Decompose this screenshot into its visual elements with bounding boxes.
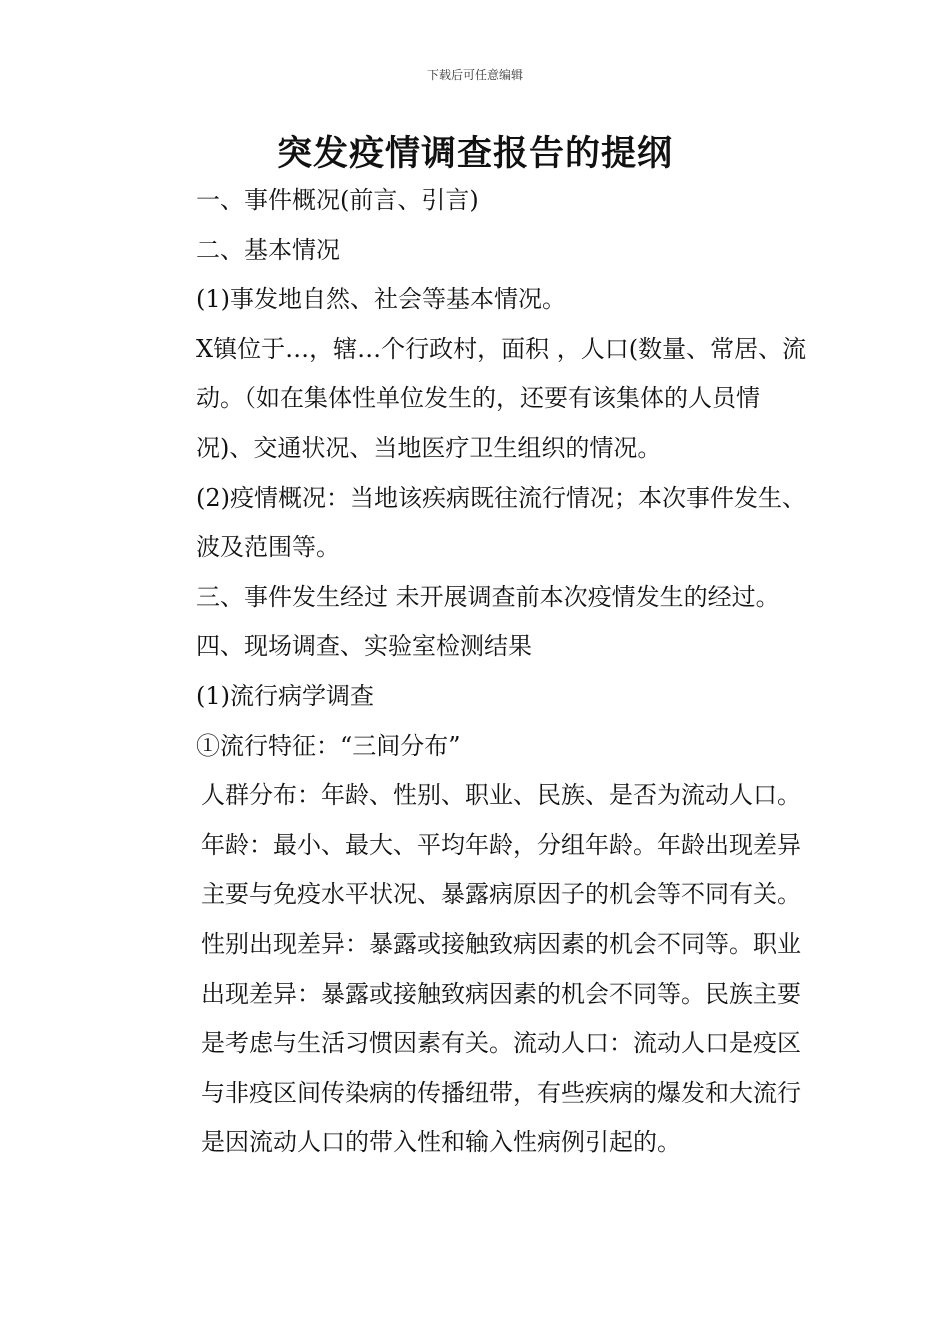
subsection-epidemic-overview: (2)疫情概况：当地该疾病既往流行情况；本次事件发生、波及范围等。	[196, 483, 806, 562]
section-heading-event-course: 三、事件发生经过 未开展调查前本次疫情发生的经过。	[196, 582, 780, 611]
paragraph-population-distribution: 人群分布：年龄、性别、职业、民族、是否为流动人口。	[201, 781, 801, 810]
item-epidemic-features: ①流行特征：“三间分布”	[196, 731, 461, 760]
section-heading-basic-info: 二、基本情况	[196, 235, 340, 264]
header-note: 下载后可任意编辑	[426, 68, 523, 82]
section-heading-overview: 一、事件概况(前言、引言)	[196, 186, 479, 214]
document-title: 突发疫情调查报告的提纲	[276, 134, 673, 174]
document-body	[146, 176, 816, 1168]
paragraph-town-description: X镇位于…，辖…个行政村，面积 ，人口(数量、常居、流动。（如在集体性单位发生的，还要有该集体的人员情况)、交通状况、当地医疗卫生组织的情况。	[196, 334, 807, 462]
subsection-epidemiological-survey: (1)流行病学调查	[196, 681, 374, 710]
paragraph-age-analysis: 年龄：最小、最大、平均年龄，分组年龄。年龄出现差异主要与免疫水平状况、暴露病原因子的机会等不同有关。性别出现差异：暴露或接触致病因素的机会不同等。职业出现差异：暴露或接触致病因素的机会不同等。民族主要是考虑与生活习惯因素有关。流动人口：流动人口是疫区与非疫区间传染病的传播纽带，有些疾病的爆发和大流行是因流动人口的带入性和输入性病例引起的。	[201, 830, 801, 1157]
subsection-natural-social: (1)事发地自然、社会等基本情况。	[196, 285, 566, 314]
section-heading-field-investigation: 四、现场调查、实验室检测结果	[196, 632, 532, 661]
